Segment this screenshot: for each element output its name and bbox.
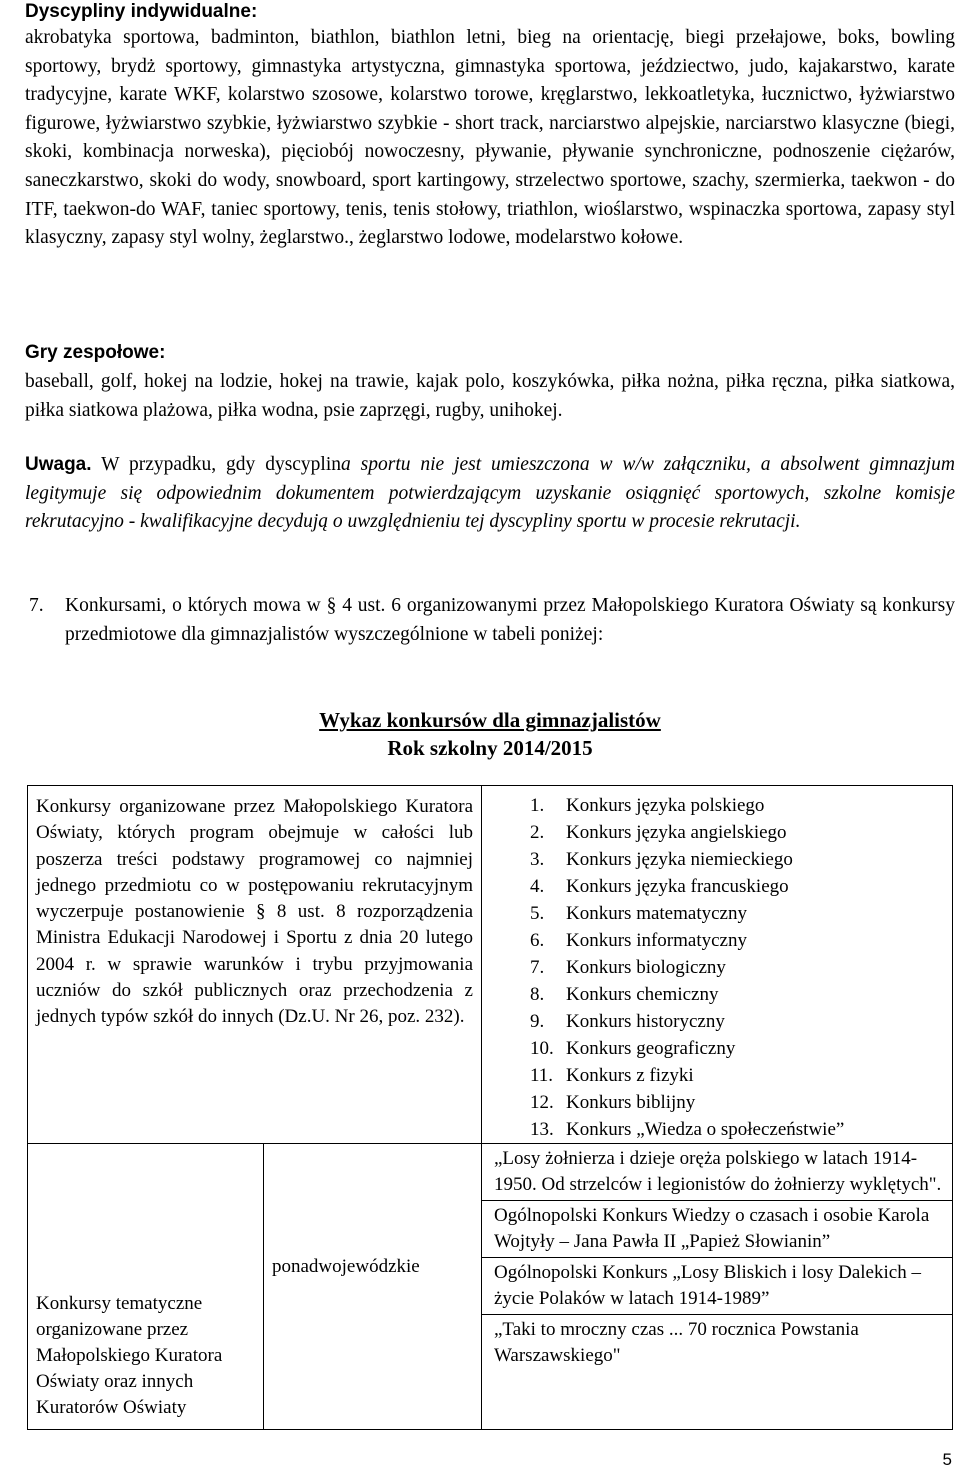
contest-number: 2. <box>530 822 545 843</box>
contest-item <box>494 927 952 954</box>
page-number: 5 <box>942 1450 952 1469</box>
table-row <box>28 1144 953 1430</box>
contest-name: Konkurs języka niemieckiego <box>566 849 793 870</box>
table-row <box>28 786 953 1144</box>
thematic-contest-item: Ogólnopolski Konkurs Wiedzy o czasach i osobie Karola Wojtyły – Jana Pawła II „Papież Słowianin” <box>482 1200 952 1257</box>
point-7 <box>25 592 955 649</box>
contest-number: 11. <box>530 1065 554 1086</box>
thematic-contest-item: „Losy żołnierza i dzieje oręża polskiego w latach 1914-1950. Od strzelców i legionistów do żołnierzy wyklętych". <box>494 1148 942 1195</box>
contest-item <box>494 819 952 846</box>
note-paragraph <box>25 451 955 537</box>
contest-number: 9. <box>530 1011 545 1032</box>
thematic-contests-description-cell <box>28 1144 264 1430</box>
contest-item <box>494 954 952 981</box>
contest-number: 13. <box>530 1119 554 1140</box>
individual-disciplines-section <box>25 0 955 253</box>
contest-name: Konkurs biologiczny <box>566 957 726 978</box>
contest-item <box>494 1035 952 1062</box>
contests-table <box>27 785 953 1430</box>
contest-number: 3. <box>530 849 545 870</box>
team-games-list: baseball, golf, hokej na lodzie, hokej na trawie, kajak polo, koszykówka, piłka nożna, piłka ręczna, piłka siatkowa, piłka siatkowa plażowa, piłka wodna, psie zaprzęgi, rugby, unihokej. <box>25 371 955 421</box>
thematic-contests-description: Konkursy tematyczne organizowane przez Małopolskiego Kuratora Oświaty oraz innych Kuratorów Oświaty <box>36 1293 223 1418</box>
note-plain-text: W przypadku, gdy dyscyplin <box>101 454 342 475</box>
contest-item <box>494 846 952 873</box>
contest-number: 10. <box>530 1038 554 1059</box>
subject-contests-description: Konkursy organizowane przez Małopolskiego Kuratora Oświaty, których program obejmuje w całości lub poszerza treści podstawy programowej co najmniej jednego przedmiotu co w postępowaniu rekrutacyjnym wyczerpuje postanowienie § 8 ust. 8 rozporządzenia Ministra Edukacji Narodowej i Sportu z dnia 20 lutego 2004 r. w sprawie warunków i trybu przyjmowania uczniów do szkół publicznych oraz przechodzenia z jednych typów szkół do innych (Dz.U. Nr 26, poz. 232). <box>36 796 473 1028</box>
contest-name: Konkurs chemiczny <box>566 984 719 1005</box>
individual-disciplines-heading: Dyscypliny indywidualne: <box>25 1 258 22</box>
contest-name: Konkurs języka polskiego <box>566 795 765 816</box>
contest-name: Konkurs języka angielskiego <box>566 822 787 843</box>
contest-item <box>494 1062 952 1089</box>
point-7-number: 7. <box>29 595 44 616</box>
note-section <box>25 451 955 537</box>
contest-item <box>494 1116 952 1143</box>
contest-number: 6. <box>530 930 545 951</box>
thematic-contest-item: „Taki to mroczny czas ... 70 rocznica Powstania Warszawskiego" <box>482 1314 952 1371</box>
point-7-text: Konkursami, o których mowa w § 4 ust. 6 organizowanymi przez Małopolskiego Kuratora Oświaty są konkursy przedmiotowe dla gimnazjalistów wyszczególnione w tabeli poniżej: <box>65 595 955 645</box>
contest-item <box>494 1008 952 1035</box>
contest-item <box>494 900 952 927</box>
contest-name: Konkurs języka francuskiego <box>566 876 789 897</box>
table-title <box>25 706 955 762</box>
subject-contests-list-cell <box>482 786 953 1144</box>
thematic-contest-item: Ogólnopolski Konkurs „Losy Bliskich i losy Dalekich – życie Polaków w latach 1914-1989” <box>482 1257 952 1314</box>
contest-name: Konkurs z fizyki <box>566 1065 694 1086</box>
contest-number: 8. <box>530 984 545 1005</box>
contest-number: 4. <box>530 876 545 897</box>
team-games-heading: Gry zespołowe: <box>25 342 166 363</box>
individual-disciplines-list: akrobatyka sportowa, badminton, biathlon, biathlon letni, bieg na orientację, biegi przełajowe, boks, bowling sportowy, brydż sportowy, gimnastyka artystyczna, gimnastyka sportowa, jeździectwo, judo, kajakarstwo, karate tradycyjne, karate WKF, kolarstwo szosowe, kolarstwo torowe, kręglarstwo, lekkoatletyka, łucznictwo, łyżwiarstwo figurowe, łyżwiarstwo szybkie, łyżwiarstwo szybkie - short track, narciarstwo alpejskie, narciarstwo klasyczne (biegi, skoki, kombinacja norweska), pięciobój nowoczesny, pływanie, pływanie synchroniczne, podnoszenie ciężarów, saneczkarstwo, skoki do wody, snowboard, sport kartingowy, strzelectwo sportowe, szachy, szermierka, taekwon - do ITF, taekwon-do WAF, taniec sportowy, tenis, tenis stołowy, triathlon, wioślarstwo, wspinaczka sportowa, zapasy styl klasyczny, zapasy styl wolny, żeglarstwo., żeglarstwo lodowe, modelarstwo kołowe. <box>25 27 955 249</box>
contest-item <box>494 792 952 819</box>
thematic-contests-scope: ponadwojewódzkie <box>272 1256 420 1277</box>
subject-contests-description-cell <box>28 786 482 1144</box>
contest-name: Konkurs biblijny <box>566 1092 696 1113</box>
point-7-section <box>25 592 955 649</box>
contest-number: 5. <box>530 903 545 924</box>
team-games-section <box>25 338 955 425</box>
contest-item <box>494 981 952 1008</box>
thematic-contests-scope-cell <box>264 1144 482 1430</box>
thematic-contests-list <box>482 1144 952 1371</box>
contest-item <box>494 873 952 900</box>
contest-item <box>494 1089 952 1116</box>
contest-number: 12. <box>530 1092 554 1113</box>
table-title-line2: Rok szkolny 2014/2015 <box>387 736 593 760</box>
contest-number: 7. <box>530 957 545 978</box>
note-label: Uwaga. <box>25 454 92 475</box>
note-italic-text: a sportu nie jest umieszczona w w/w załączniku, a absolwent gimnazjum legitymuje się odpowiednim dokumentem potwierdzającym uzyskanie osiągnięć sportowych, szkolne komisje rekrutacyjno - kwalifikacyjne decydują o uwzględnieniu tej dyscypliny sportu w procesie rekrutacji. <box>25 454 955 533</box>
table-title-line1: Wykaz konkursów dla gimnazjalistów <box>319 708 661 732</box>
subject-contests-list <box>482 786 952 1143</box>
thematic-contests-list-cell <box>482 1144 953 1430</box>
contest-name: Konkurs matematyczny <box>566 903 747 924</box>
contest-name: Konkurs informatyczny <box>566 930 747 951</box>
contest-name: Konkurs „Wiedza o społeczeństwie” <box>566 1119 845 1140</box>
contest-name: Konkurs historyczny <box>566 1011 725 1032</box>
contest-number: 1. <box>530 795 545 816</box>
contest-name: Konkurs geograficzny <box>566 1038 736 1059</box>
